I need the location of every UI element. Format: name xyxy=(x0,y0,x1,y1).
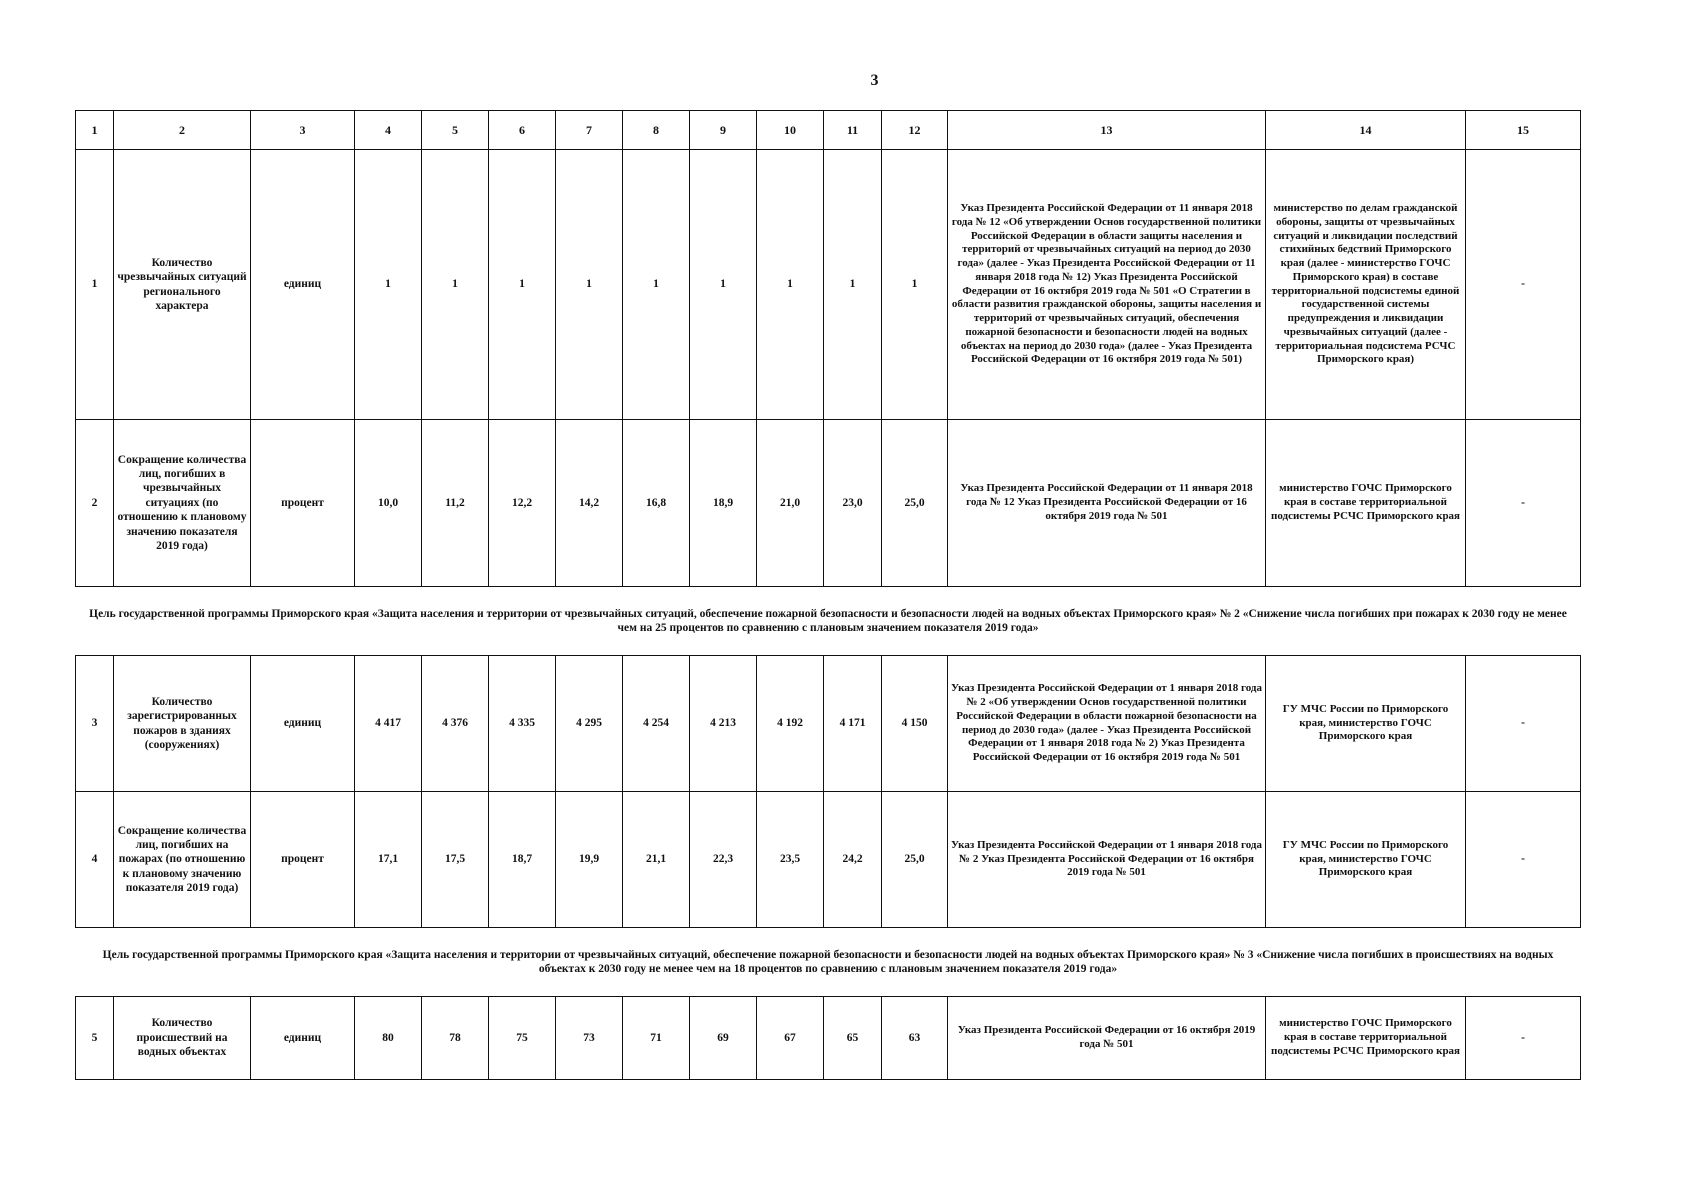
basis-cell: Указ Президента Российской Федерации от 1 января 2018 года № 2 Указ Президента Российской Федерации от 16 октября 2019 года № 501 xyxy=(948,792,1266,928)
goal-row xyxy=(76,587,1581,656)
basis-cell: Указ Президента Российской Федерации от 1 января 2018 года № 2 «Об утверждении Основ государственной политики Российской Федерации в области пожарной безопасности на период до 2030 года» (далее - Указ Президента Российской Федерации от 1 января 2018 года № 2) Указ Президента Российской Федерации от 16 октября 2019 года № 501 xyxy=(948,656,1266,792)
header-cell: 12 xyxy=(882,111,948,150)
value-cell: 63 xyxy=(882,997,948,1080)
value-cell: 14,2 xyxy=(556,420,623,587)
responsible-cell: министерство ГОЧС Приморского края в составе территориальной подсистемы РСЧС Приморского края xyxy=(1266,420,1466,587)
responsible-cell: ГУ МЧС России по Приморского края, министерство ГОЧС Приморского края xyxy=(1266,656,1466,792)
value-cell: 80 xyxy=(355,997,422,1080)
unit-cell: единиц xyxy=(251,656,355,792)
value-cell: 25,0 xyxy=(882,420,948,587)
header-row xyxy=(76,111,1581,150)
value-cell: 23,5 xyxy=(757,792,824,928)
value-cell: 1 xyxy=(757,150,824,420)
value-cell: 18,7 xyxy=(489,792,556,928)
value-cell: 78 xyxy=(422,997,489,1080)
table-row xyxy=(76,420,1581,587)
goal-text: Цель государственной программы Приморского края «Защита населения и территории от чрезвычайных ситуаций, обеспечение пожарной безопасности и безопасности людей на водных объектах Приморского края» № 2 «Снижение числа погибших при пожарах к 2030 году не менее чем на 25 процентов по сравнению с плановым значением показателя 2019 года» xyxy=(76,587,1581,656)
header-cell: 11 xyxy=(824,111,882,150)
row-number: 2 xyxy=(76,420,114,587)
value-cell: 4 171 xyxy=(824,656,882,792)
header-cell: 3 xyxy=(251,111,355,150)
header-cell: 4 xyxy=(355,111,422,150)
indicators-table xyxy=(75,110,1581,1080)
value-cell: 67 xyxy=(757,997,824,1080)
value-cell: 21,0 xyxy=(757,420,824,587)
value-cell: 1 xyxy=(824,150,882,420)
header-cell: 8 xyxy=(623,111,690,150)
value-cell: 1 xyxy=(422,150,489,420)
header-cell: 13 xyxy=(948,111,1266,150)
value-cell: 1 xyxy=(556,150,623,420)
header-cell: 9 xyxy=(690,111,757,150)
table-row xyxy=(76,150,1581,420)
value-cell: 22,3 xyxy=(690,792,757,928)
indicator-name: Количество происшествий на водных объектах xyxy=(114,997,251,1080)
header-cell: 14 xyxy=(1266,111,1466,150)
value-cell: 4 335 xyxy=(489,656,556,792)
value-cell: 21,1 xyxy=(623,792,690,928)
header-cell: 1 xyxy=(76,111,114,150)
value-cell: 65 xyxy=(824,997,882,1080)
value-cell: 71 xyxy=(623,997,690,1080)
header-cell: 15 xyxy=(1466,111,1581,150)
value-cell: 4 150 xyxy=(882,656,948,792)
col15-cell: - xyxy=(1466,656,1581,792)
value-cell: 1 xyxy=(690,150,757,420)
col15-cell: - xyxy=(1466,150,1581,420)
responsible-cell: министерство ГОЧС Приморского края в составе территориальной подсистемы РСЧС Приморского края xyxy=(1266,997,1466,1080)
header-cell: 6 xyxy=(489,111,556,150)
value-cell: 4 254 xyxy=(623,656,690,792)
value-cell: 1 xyxy=(882,150,948,420)
basis-cell: Указ Президента Российской Федерации от 11 января 2018 года № 12 Указ Президента Российской Федерации от 16 октября 2019 года № 501 xyxy=(948,420,1266,587)
value-cell: 25,0 xyxy=(882,792,948,928)
value-cell: 11,2 xyxy=(422,420,489,587)
value-cell: 75 xyxy=(489,997,556,1080)
table-row xyxy=(76,997,1581,1080)
value-cell: 12,2 xyxy=(489,420,556,587)
basis-cell: Указ Президента Российской Федерации от 11 января 2018 года № 12 «Об утверждении Основ государственной политики Российской Федерации в области защиты населения и территорий от чрезвычайных ситуаций на период до 2030 года» (далее - Указ Президента Российской Федерации от 11 января 2018 года № 12) Указ Президента Российской Федерации от 16 октября 2019 года № 501 «О Стратегии в области развития гражданской обороны, защиты населения и территорий от чрезвычайных ситуаций, обеспечения пожарной безопасности и безопасности людей на водных объектах на период до 2030 года» (далее - Указ Президента Российской Федерации от 16 октября 2019 года № 501) xyxy=(948,150,1266,420)
indicator-name: Сокращение количества лиц, погибших на пожарах (по отношению к плановому значению показателя 2019 года) xyxy=(114,792,251,928)
value-cell: 10,0 xyxy=(355,420,422,587)
header-cell: 2 xyxy=(114,111,251,150)
table-row xyxy=(76,656,1581,792)
value-cell: 18,9 xyxy=(690,420,757,587)
goal-row xyxy=(76,928,1581,997)
value-cell: 4 295 xyxy=(556,656,623,792)
row-number: 5 xyxy=(76,997,114,1080)
page-number: 3 xyxy=(870,72,879,89)
header-cell: 7 xyxy=(556,111,623,150)
responsible-cell: ГУ МЧС России по Приморского края, министерство ГОЧС Приморского края xyxy=(1266,792,1466,928)
header-cell: 5 xyxy=(422,111,489,150)
row-number: 3 xyxy=(76,656,114,792)
table-row xyxy=(76,792,1581,928)
value-cell: 1 xyxy=(489,150,556,420)
row-number: 1 xyxy=(76,150,114,420)
value-cell: 69 xyxy=(690,997,757,1080)
basis-cell: Указ Президента Российской Федерации от 16 октября 2019 года № 501 xyxy=(948,997,1266,1080)
value-cell: 19,9 xyxy=(556,792,623,928)
col15-cell: - xyxy=(1466,997,1581,1080)
value-cell: 73 xyxy=(556,997,623,1080)
value-cell: 24,2 xyxy=(824,792,882,928)
col15-cell: - xyxy=(1466,420,1581,587)
value-cell: 17,5 xyxy=(422,792,489,928)
goal-text: Цель государственной программы Приморского края «Защита населения и территории от чрезвычайных ситуаций, обеспечение пожарной безопасности и безопасности людей на водных объектах Приморского края» № 3 «Снижение числа погибших в происшествиях на водных объектах к 2030 году не менее чем на 18 процентов по сравнению с плановым значением показателя 2019 года» xyxy=(76,928,1581,997)
indicator-name: Количество зарегистрированных пожаров в зданиях (сооружениях) xyxy=(114,656,251,792)
value-cell: 1 xyxy=(355,150,422,420)
responsible-cell: министерство по делам гражданской обороны, защиты от чрезвычайных ситуаций и ликвидации последствий стихийных бедствий Приморского края (далее - министерство ГОЧС Приморского края) в составе территориальной подсистемы единой государственной системы предупреждения и ликвидации чрезвычайных ситуаций (далее - территориальная подсистема РСЧС Приморского края) xyxy=(1266,150,1466,420)
indicator-name: Сокращение количества лиц, погибших в чрезвычайных ситуациях (по отношению к плановому значению показателя 2019 года) xyxy=(114,420,251,587)
unit-cell: единиц xyxy=(251,997,355,1080)
value-cell: 16,8 xyxy=(623,420,690,587)
indicator-name: Количество чрезвычайных ситуаций регионального характера xyxy=(114,150,251,420)
unit-cell: единиц xyxy=(251,150,355,420)
value-cell: 4 417 xyxy=(355,656,422,792)
unit-cell: процент xyxy=(251,792,355,928)
value-cell: 4 213 xyxy=(690,656,757,792)
value-cell: 1 xyxy=(623,150,690,420)
col15-cell: - xyxy=(1466,792,1581,928)
value-cell: 23,0 xyxy=(824,420,882,587)
unit-cell: процент xyxy=(251,420,355,587)
value-cell: 17,1 xyxy=(355,792,422,928)
value-cell: 4 192 xyxy=(757,656,824,792)
header-cell: 10 xyxy=(757,111,824,150)
row-number: 4 xyxy=(76,792,114,928)
value-cell: 4 376 xyxy=(422,656,489,792)
